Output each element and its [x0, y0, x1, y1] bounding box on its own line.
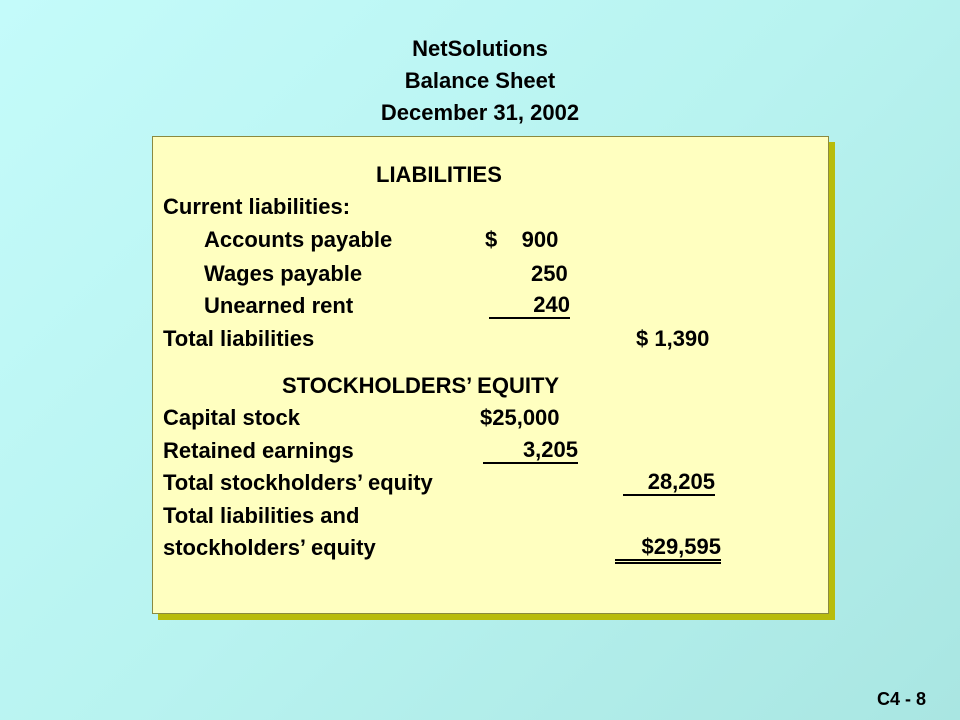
- equity-heading: STOCKHOLDERS’ EQUITY: [282, 373, 560, 398]
- line-item-label: Retained earnings: [163, 438, 354, 463]
- line-item-label: Unearned rent: [204, 293, 354, 318]
- statement-date: December 31, 2002: [380, 100, 580, 125]
- line-item-label: Wages payable: [204, 261, 363, 286]
- total-liabilities-label: Total liabilities: [163, 326, 315, 351]
- grand-total-label-line2: stockholders’ equity: [163, 535, 376, 560]
- line-item-value: 3,205: [483, 438, 578, 464]
- line-item-label: Accounts payable: [204, 227, 393, 252]
- liabilities-heading: LIABILITIES: [376, 162, 502, 187]
- line-item-value: 250: [531, 261, 568, 286]
- statement-title: Balance Sheet: [404, 68, 556, 93]
- company-name: NetSolutions: [412, 36, 548, 61]
- total-equity-value: 28,205: [623, 470, 715, 496]
- line-item-value: 240: [489, 293, 570, 319]
- line-item-value: $ 900: [485, 227, 559, 252]
- line-item-value: $25,000: [480, 405, 560, 430]
- grand-total-value: $29,595: [615, 535, 721, 564]
- balance-sheet-panel: [152, 136, 829, 614]
- total-equity-label: Total stockholders’ equity: [163, 470, 433, 495]
- current-liabilities-label: Current liabilities:: [163, 194, 351, 219]
- grand-total-label-line1: Total liabilities and: [163, 503, 360, 528]
- total-liabilities-value: $ 1,390: [636, 326, 710, 351]
- line-item-label: Capital stock: [163, 405, 300, 430]
- slide-number: C4 - 8: [876, 689, 926, 709]
